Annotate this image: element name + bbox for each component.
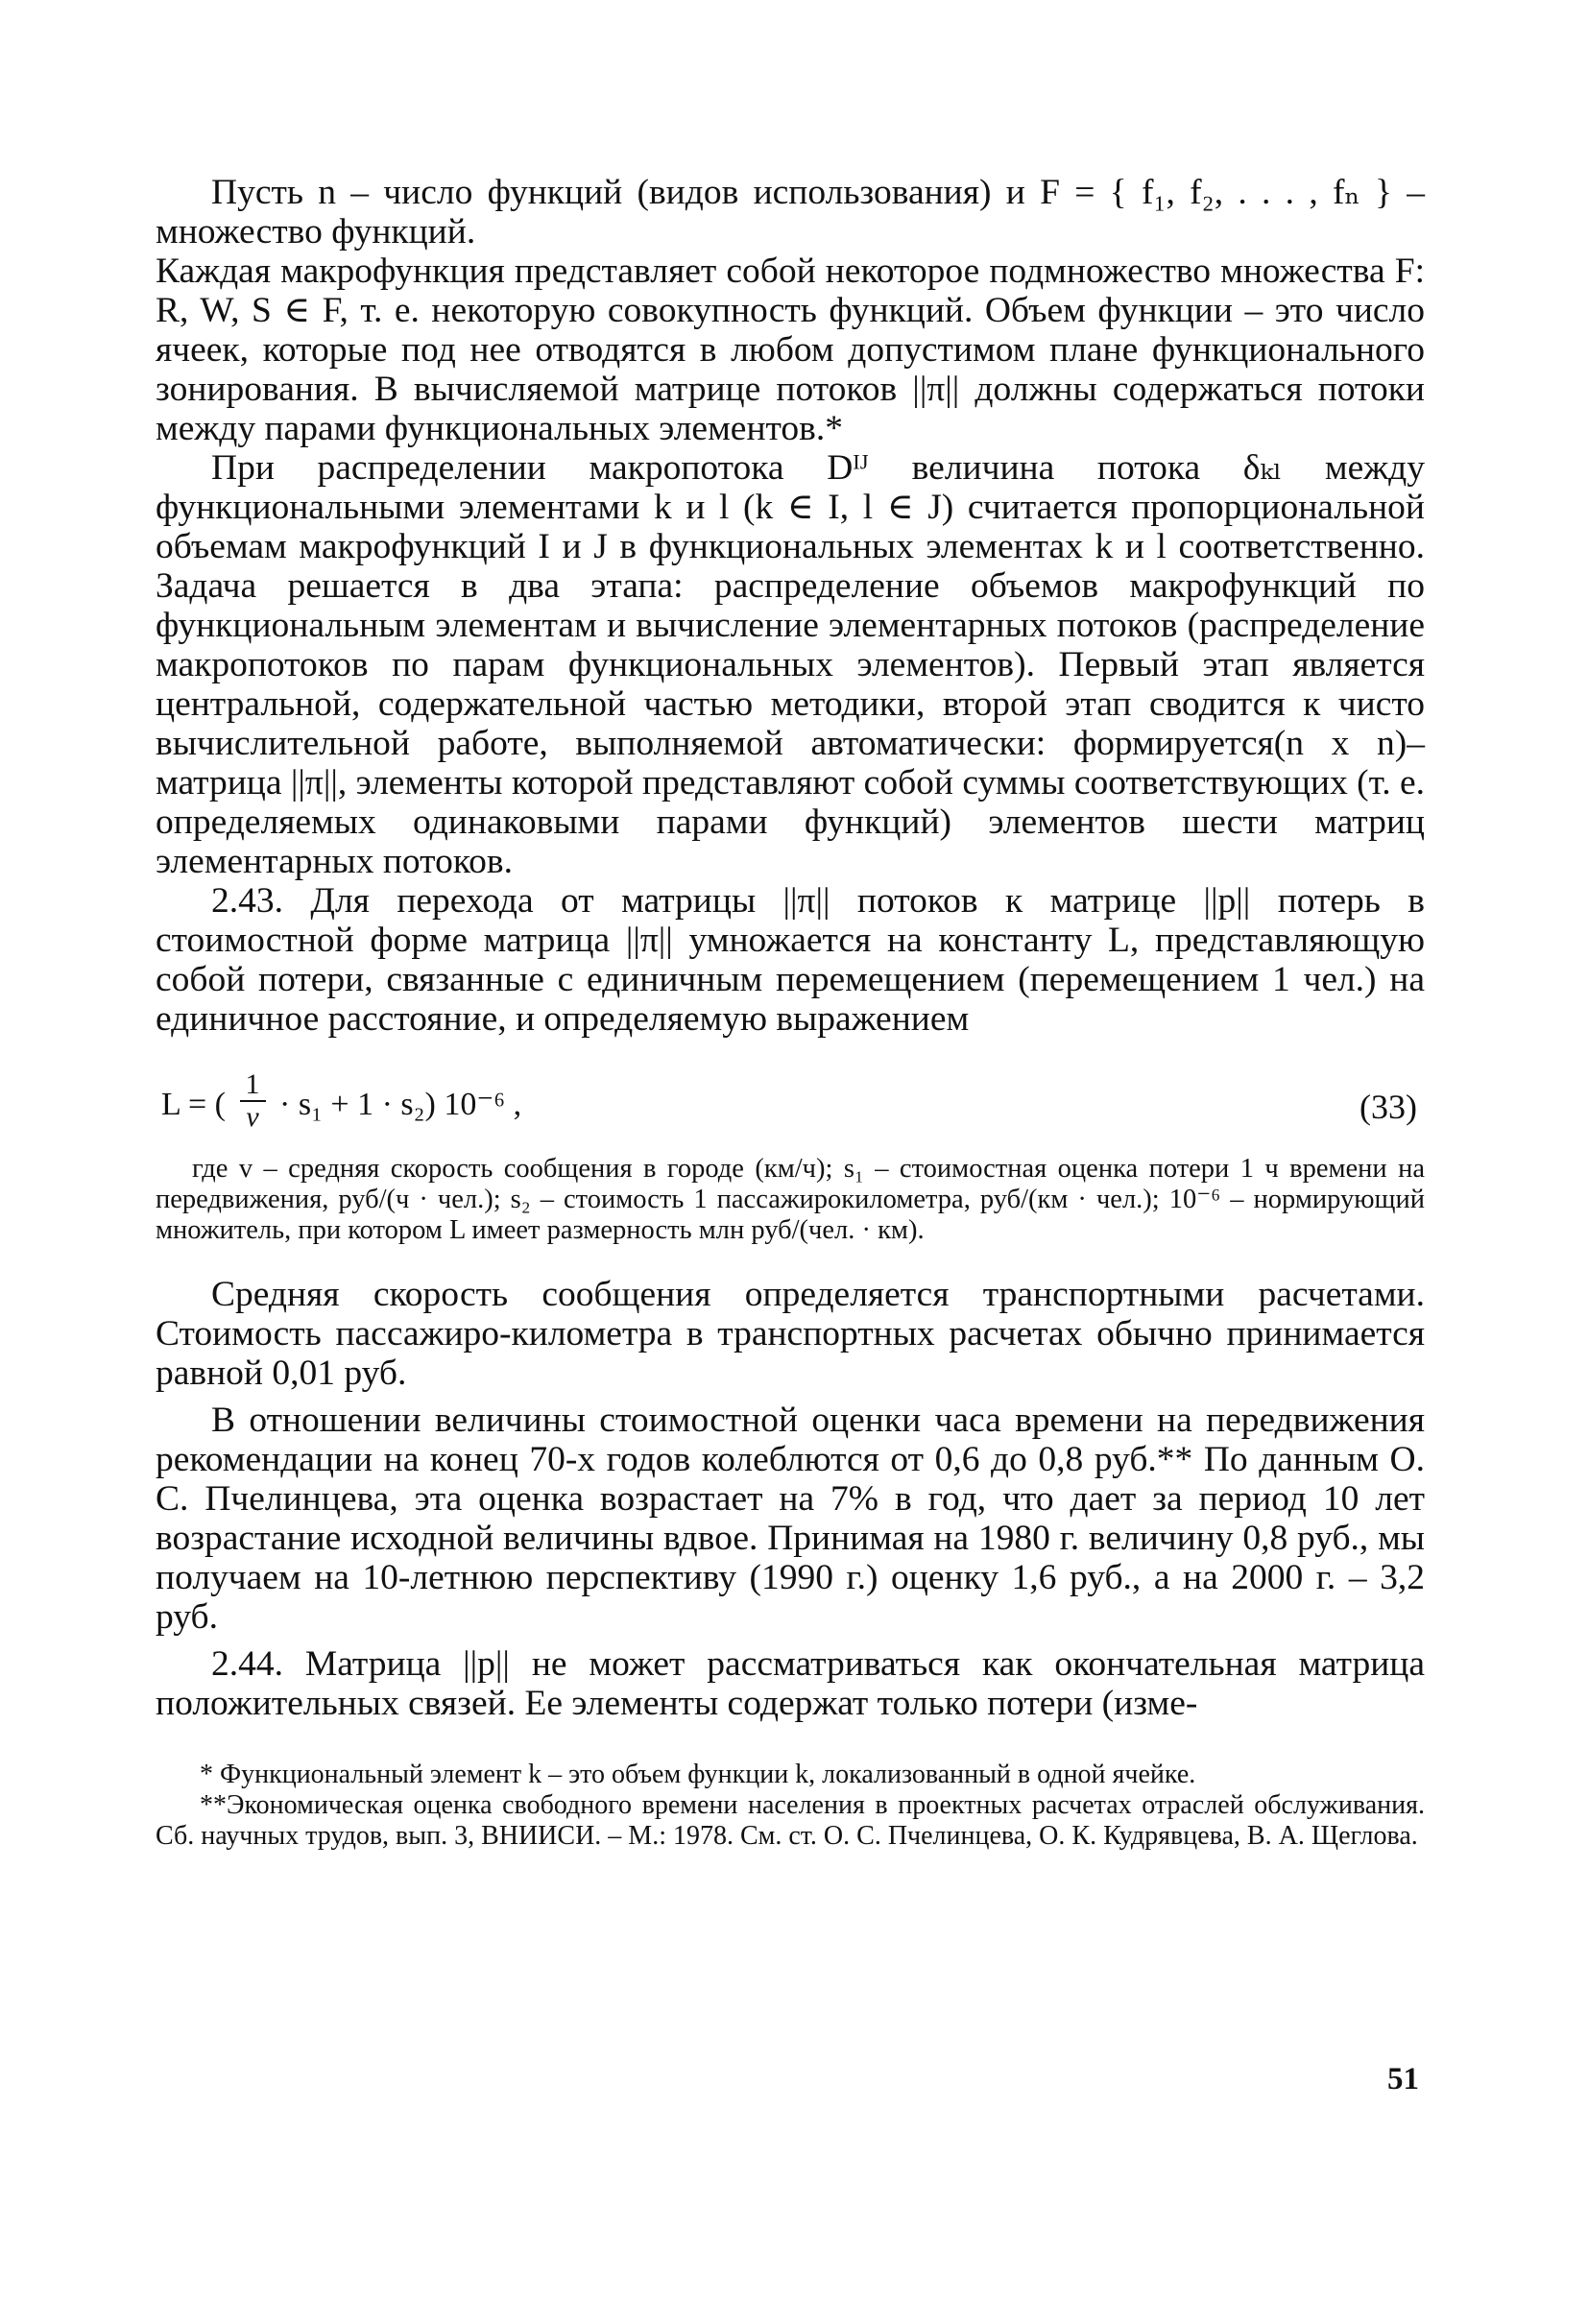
footnote: **Экономическая оценка свободного времени населения в проектных расчетах отраслей обслуживания. Сб. научных трудов, вып. 3, ВНИИСИ. – М.: 1978. См. ст. О. С. Пчелинцева, О. К. Кудрявцева, В. А. Щеглова. bbox=[156, 1790, 1425, 1851]
formula-denominator: v bbox=[246, 1101, 259, 1133]
formula-expression bbox=[161, 1068, 522, 1138]
paragraph: 2.44. Матрица ||p|| не может рассматриваться как окончательная матрица положительных связей. Ее элементы содержат только потери (изме- bbox=[156, 1644, 1425, 1723]
formula-fraction bbox=[240, 1069, 266, 1133]
paragraph: Пусть n – число функций (видов использования) и F = { f₁, f₂, . . . , fₙ } – множество функций. bbox=[156, 173, 1425, 252]
formula-33 bbox=[156, 1052, 1425, 1144]
equation-number: (33) bbox=[1359, 1088, 1417, 1126]
spacer bbox=[156, 1637, 1425, 1644]
body-text-top bbox=[156, 173, 1425, 1039]
page-number: 51 bbox=[1387, 2062, 1419, 2096]
footnotes bbox=[156, 1760, 1425, 1852]
paragraph: При распределении макропотока Dᴵᴶ величина потока δₖₗ между функциональными элементами k и l (k ∈ I, l ∈ J) считается пропорциональной объемам макрофункций I и J в функциональных элементах k и l соответственно. Задача решается в два этапа: распределение объемов макрофункций по функциональным элементам и вычисление элементарных потоков (распределение макропотоков по парам функциональных элементов). Первый этап является центральной, содержательной частью методики, второй этап сводится к чисто вычислительной работе, выполняемой автоматически: формируется(n x n)– матрица ||π||, элементы которой представляют собой суммы соответствующих (т. е. определяемых одинаковыми парами функций) элементов шести матриц элементарных потоков. bbox=[156, 448, 1425, 881]
formula-numerator: 1 bbox=[240, 1069, 266, 1102]
paragraph: Каждая макрофункция представляет собой некоторое подмножество множества F: R, W, S ∈ F, т. е. некоторую совокупность функций. Объем функции – это число ячеек, которые под нее отводятся в любом допустимом плане функционального зонирования. В вычисляемой матрице потоков ||π|| должны содержаться потоки между парами функциональных элементов.* bbox=[156, 252, 1425, 448]
page-content bbox=[156, 173, 1425, 1852]
paragraph: 2.43. Для перехода от матрицы ||π|| потоков к матрице ||p|| потерь в стоимостной форме матрица ||π|| умножается на константу L, представляющую собой потери, связанные с единичным перемещением (перемещением 1 чел.) на единичное расстояние, и определяемую выражением bbox=[156, 881, 1425, 1039]
footnote: * Функциональный элемент k – это объем функции k, локализованный в одной ячейке. bbox=[200, 1760, 1196, 1789]
formula-lhs: L = ( bbox=[161, 1086, 227, 1122]
paragraph: В отношении величины стоимостной оценки часа времени на передвижения рекомендации на конец 70-х годов колеблются от 0,6 до 0,8 руб.** По данным О. С. Пчелинцева, эта оценка возрастает на 7% в год, что дает за период 10 лет возрастание исходной величины вдвое. Принимая на 1980 г. величину 0,8 руб., мы получаем на 10-летнюю перспективу (1990 г.) оценку 1,6 руб., а на 2000 г. – 3,2 руб. bbox=[156, 1401, 1425, 1637]
formula-legend: где v – средняя скорость сообщения в городе (км/ч); s₁ – стоимостная оценка потери 1 ч времени на передвижения, руб/(ч · чел.); s₂ – стоимость 1 пассажирокилометра, руб/(км · чел.); 10⁻⁶ – нормирующий множитель, при котором L имеет размерность млн руб/(чел. · км). bbox=[156, 1154, 1425, 1245]
body-text-bottom bbox=[156, 1275, 1425, 1723]
formula-rest: · s₁ + 1 · s₂) 10⁻⁶ , bbox=[279, 1086, 522, 1122]
paragraph: Средняя скорость сообщения определяется транспортными расчетами. Стоимость пассажиро-километра в транспортных расчетах обычно принимается равной 0,01 руб. bbox=[156, 1275, 1425, 1393]
spacer bbox=[156, 1393, 1425, 1401]
